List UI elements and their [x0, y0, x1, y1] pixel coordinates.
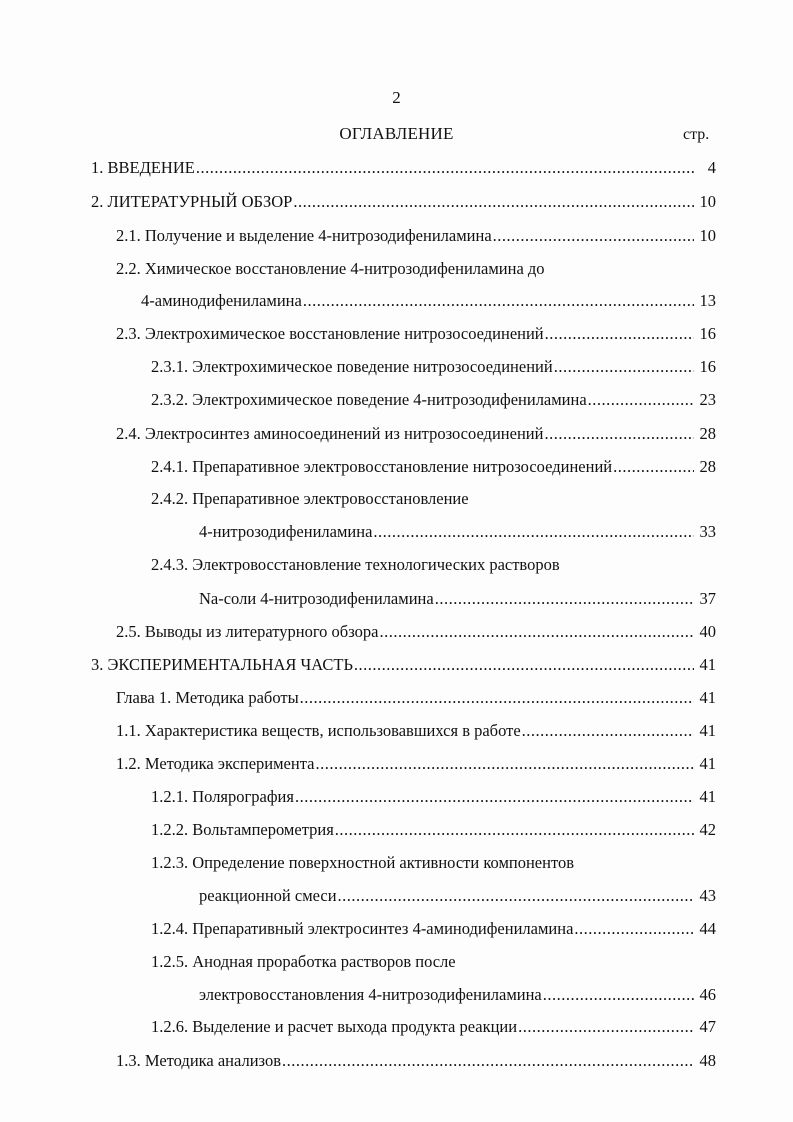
- leader-dots: [554, 355, 694, 379]
- toc-entry-text: 2.5. Выводы из литературного обзора: [116, 622, 379, 641]
- leader-dots: [379, 620, 694, 644]
- toc-entry-page: 16: [699, 324, 716, 343]
- toc-entry-page: 13: [699, 291, 716, 310]
- toc-entry: [199, 520, 716, 544]
- toc-entry-text: 2. ЛИТЕРАТУРНЫЙ ОБЗОР: [91, 192, 293, 211]
- page-number: 2: [392, 88, 401, 107]
- toc-entry: [199, 587, 716, 611]
- toc-entry: [91, 156, 716, 180]
- toc-entry-text: 1.2. Методика эксперимента: [116, 754, 315, 773]
- toc-entry-page: 41: [699, 754, 716, 773]
- leader-dots: [315, 752, 694, 776]
- leader-dots: [522, 719, 694, 743]
- toc-entry-text: 2.4. Электросинтез аминосоединений из нитрозосоединений: [116, 424, 544, 443]
- leader-dots: [354, 653, 694, 677]
- toc-entry: [91, 190, 716, 214]
- toc-entry-page: 48: [699, 1051, 716, 1070]
- toc-entry: [151, 1015, 716, 1039]
- toc-entry-text: 1.3. Методика анализов: [116, 1051, 282, 1070]
- toc-entry-text: 4-аминодифениламина: [141, 291, 302, 310]
- toc-entry-page: 4: [707, 158, 716, 177]
- toc-entry: [151, 553, 716, 577]
- leader-dots: [196, 156, 694, 180]
- toc-entry-page: 41: [699, 655, 716, 674]
- toc-entry-text: 4-нитрозодифениламина: [199, 522, 373, 541]
- toc-entry: [151, 950, 716, 974]
- toc-entry-page: 23: [699, 390, 716, 409]
- toc-entry-text: 2.3.1. Электрохимическое поведение нитрозосоединений: [151, 357, 553, 376]
- toc-entry-text: 1.2.3. Определение поверхностной активности компонентов: [151, 853, 574, 872]
- toc-entry-text: 1.2.4. Препаративный электросинтез 4-аминодифениламина: [151, 919, 574, 938]
- toc-entry-page: 44: [699, 919, 716, 938]
- leader-dots: [493, 224, 694, 248]
- toc-entry: [151, 851, 716, 875]
- toc-entry: [116, 322, 716, 346]
- leader-dots: [574, 917, 694, 941]
- toc-entry: [116, 422, 716, 446]
- toc-entry: [151, 818, 716, 842]
- leader-dots: [518, 1015, 694, 1039]
- toc-entry-text: 1.1. Характеристика веществ, использовавшихся в работе: [116, 721, 521, 740]
- toc-entry-page: 10: [699, 226, 716, 245]
- leader-dots: [544, 422, 694, 446]
- toc-entry: [151, 388, 716, 412]
- leader-dots: [373, 520, 694, 544]
- toc-entry-text: 2.4.2. Препаративное электровосстановление: [151, 489, 469, 508]
- toc-entry: [151, 917, 716, 941]
- leader-dots: [295, 785, 694, 809]
- toc-entry: [116, 257, 716, 281]
- toc-entry-text: Глава 1. Методика работы: [116, 688, 299, 707]
- toc-entry: [116, 686, 716, 710]
- toc-entry: [151, 355, 716, 379]
- toc-entry-page: 37: [699, 589, 716, 608]
- leader-dots: [613, 455, 694, 479]
- toc-title: ОГЛАВЛЕНИЕ: [339, 124, 454, 143]
- toc-entry-text: 2.3.2. Электрохимическое поведение 4-нитрозодифениламина: [151, 390, 587, 409]
- toc-entry-page: 10: [699, 192, 716, 211]
- toc-entry-page: 43: [699, 886, 716, 905]
- leader-dots: [303, 289, 694, 313]
- toc-entry-text: Na-соли 4-нитрозодифениламина: [199, 589, 434, 608]
- pages-column-label: стр.: [683, 126, 710, 143]
- toc-entry-page: 41: [699, 721, 716, 740]
- toc-entry: [116, 1049, 716, 1073]
- toc-entry: [116, 620, 716, 644]
- toc-entry: [141, 289, 716, 313]
- toc-entry-page: 33: [699, 522, 716, 541]
- toc-entry-text: 2.3. Электрохимическое восстановление нитрозосоединений: [116, 324, 544, 343]
- toc-entry-text: 1.2.6. Выделение и расчет выхода продукта реакции: [151, 1017, 518, 1036]
- toc-entry: [91, 653, 716, 677]
- toc-entry-text: реакционной смеси: [199, 886, 337, 905]
- leader-dots: [282, 1049, 694, 1073]
- leader-dots: [435, 587, 694, 611]
- toc-entry: [151, 487, 716, 511]
- leader-dots: [293, 190, 694, 214]
- toc-entry-page: 40: [699, 622, 716, 641]
- leader-dots: [300, 686, 694, 710]
- toc-entry-page: 28: [699, 457, 716, 476]
- leader-dots: [543, 983, 694, 1007]
- toc-entry: [116, 752, 716, 776]
- toc-entry-page: 16: [699, 357, 716, 376]
- toc-entry-page: 28: [699, 424, 716, 443]
- toc-entry-text: электровосстановления 4-нитрозодифениламина: [199, 985, 542, 1004]
- toc-entry-text: 1.2.5. Анодная проработка растворов после: [151, 952, 456, 971]
- toc-entry-text: 2.4.3. Электровосстановление технологических растворов: [151, 555, 560, 574]
- toc-entry-text: 2.2. Химическое восстановление 4-нитрозодифениламина до: [116, 259, 545, 278]
- toc-entry-page: 41: [699, 688, 716, 707]
- toc-entry-text: 1.2.1. Полярография: [151, 787, 294, 806]
- toc-entry: [151, 785, 716, 809]
- toc-entry-text: 2.4.1. Препаративное электровосстановление нитрозосоединений: [151, 457, 613, 476]
- toc-entry-page: 41: [699, 787, 716, 806]
- toc-entry-page: 46: [699, 985, 716, 1004]
- toc-entry: [151, 455, 716, 479]
- leader-dots: [588, 388, 694, 412]
- toc-entry: [116, 719, 716, 743]
- leader-dots: [545, 322, 694, 346]
- toc-entry: [116, 224, 716, 248]
- leader-dots: [338, 884, 694, 908]
- toc-entry-text: 3. ЭКСПЕРИМЕНТАЛЬНАЯ ЧАСТЬ: [91, 655, 353, 674]
- toc-entry: [199, 983, 716, 1007]
- leader-dots: [335, 818, 694, 842]
- toc-entry: [199, 884, 716, 908]
- toc-entry-text: 1.2.2. Вольтамперометрия: [151, 820, 334, 839]
- toc-entry-text: 2.1. Получение и выделение 4-нитрозодифениламина: [116, 226, 492, 245]
- toc-entry-page: 42: [699, 820, 716, 839]
- toc-entry-page: 47: [699, 1017, 716, 1036]
- toc-entry-text: 1. ВВЕДЕНИЕ: [91, 158, 195, 177]
